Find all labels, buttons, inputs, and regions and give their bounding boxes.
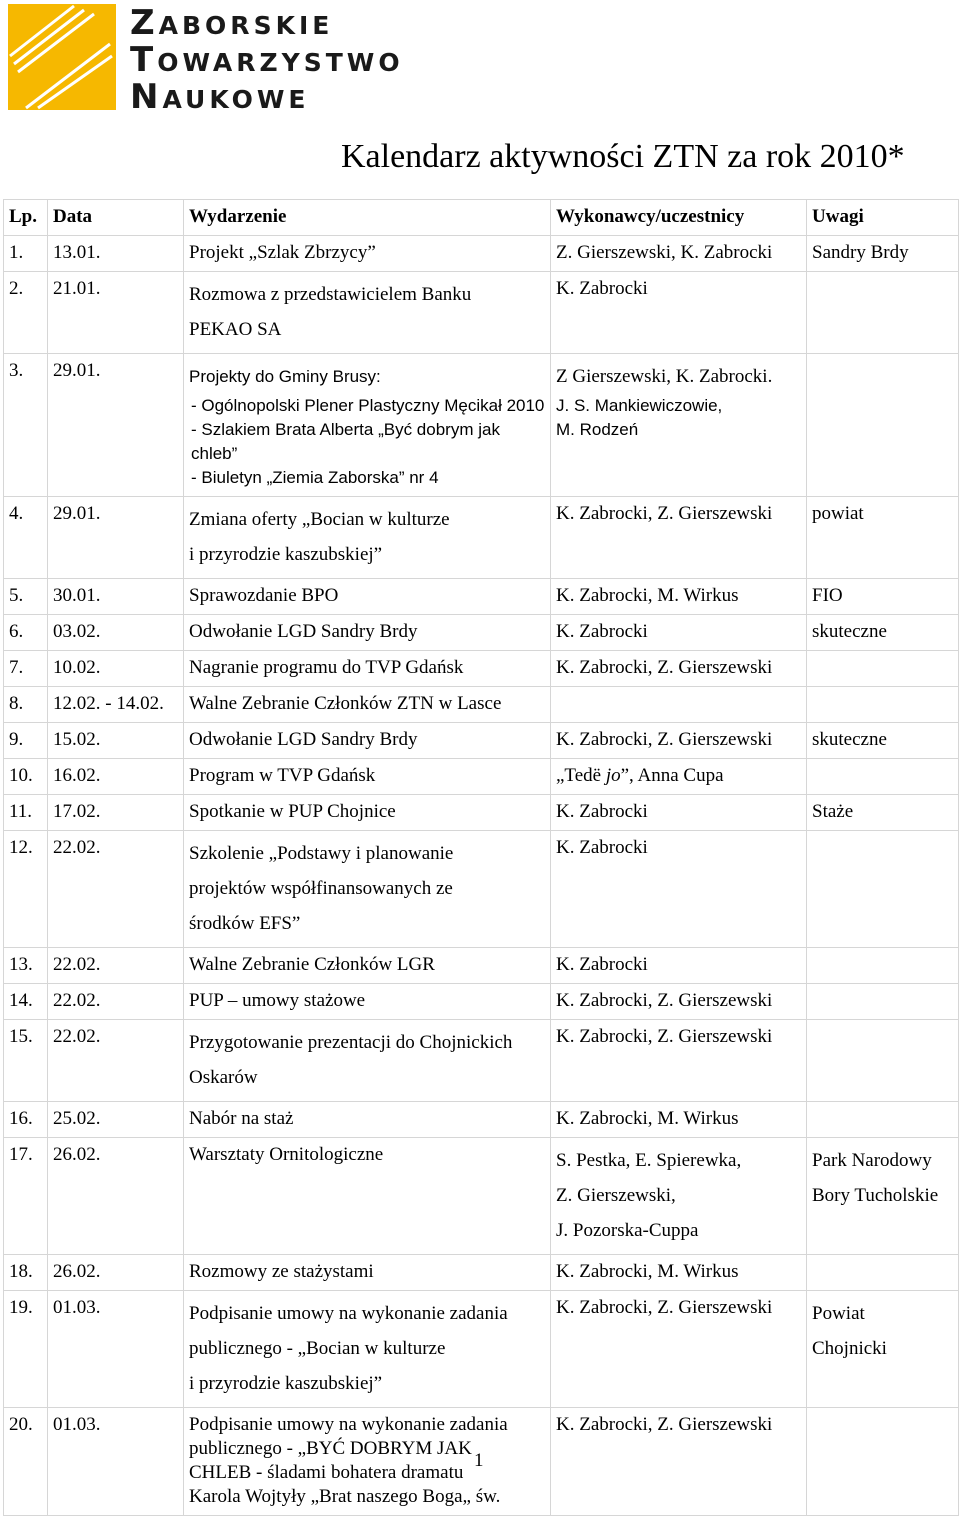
participant-line: M. Rodzeń [556, 420, 639, 439]
table-row [4, 272, 959, 354]
row-number: 9. [4, 723, 48, 759]
row-participants [551, 579, 807, 615]
event-line: Walne Zebranie Członków ZTN w Lasce [189, 693, 502, 714]
row-date: 25.02. [48, 1102, 184, 1138]
participant-line: K. Zabrocki, Z. Gierszewski [556, 503, 773, 524]
row-number: 5. [4, 579, 48, 615]
table-row [4, 579, 959, 615]
row-notes [807, 272, 959, 354]
row-participants [551, 1102, 807, 1138]
row-date: 16.02. [48, 759, 184, 795]
row-event [184, 759, 551, 795]
event-line: - Ogólnopolski Plener Plastyczny Męcikał 2010 [191, 396, 545, 415]
row-number: 2. [4, 272, 48, 354]
row-date: 15.02. [48, 723, 184, 759]
table-row [4, 497, 959, 579]
participant-line: K. Zabrocki [556, 621, 648, 642]
participant-line: K. Zabrocki, Z. Gierszewski [556, 657, 773, 678]
participant-line: K. Zabrocki, Z. Gierszewski [556, 990, 773, 1011]
row-notes [807, 651, 959, 687]
row-participants [551, 1291, 807, 1408]
note-line: skuteczne [812, 729, 887, 750]
header-event: Wydarzenie [184, 200, 551, 236]
row-number: 8. [4, 687, 48, 723]
note-line: Chojnicki [812, 1338, 887, 1359]
row-event [184, 984, 551, 1020]
participant-line: Z Gierszewski, K. Zabrocki. [556, 366, 773, 387]
participant-line: K. Zabrocki, Z. Gierszewski [556, 1026, 773, 1047]
table-row [4, 759, 959, 795]
row-event [184, 579, 551, 615]
row-date: 26.02. [48, 1255, 184, 1291]
table-row [4, 795, 959, 831]
row-number: 18. [4, 1255, 48, 1291]
note-line: powiat [812, 503, 864, 524]
row-notes [807, 1255, 959, 1291]
row-participants [551, 1138, 807, 1255]
row-participants [551, 759, 807, 795]
row-notes [807, 1138, 959, 1255]
event-line: Karola Wojtyły „Brat naszego Boga„ św. [189, 1486, 501, 1507]
event-line: PEKAO SA [189, 319, 282, 340]
row-notes [807, 795, 959, 831]
row-event [184, 831, 551, 948]
row-number: 14. [4, 984, 48, 1020]
row-event [184, 1020, 551, 1102]
row-participants [551, 1255, 807, 1291]
row-number: 1. [4, 236, 48, 272]
row-notes [807, 759, 959, 795]
row-notes [807, 1102, 959, 1138]
event-line: Program w TVP Gdańsk [189, 765, 376, 786]
row-notes [807, 236, 959, 272]
row-number: 19. [4, 1291, 48, 1408]
logo-line-3: NAUKOWE [130, 77, 310, 117]
table-row [4, 1020, 959, 1102]
row-number: 3. [4, 354, 48, 497]
note-line: Park Narodowy [812, 1150, 932, 1171]
event-line: Podpisanie umowy na wykonanie zadania [189, 1303, 508, 1324]
participant-line: Z. Gierszewski, [556, 1185, 676, 1206]
row-participants [551, 795, 807, 831]
header-notes: Uwagi [807, 200, 959, 236]
ztn-logo-icon [8, 4, 116, 110]
row-number: 12. [4, 831, 48, 948]
table-row [4, 1138, 959, 1255]
event-line: Zmiana oferty „Bocian w kulturze [189, 509, 450, 530]
row-notes [807, 687, 959, 723]
header-date: Data [48, 200, 184, 236]
row-event [184, 723, 551, 759]
zaborskie-towarzystwo-naukowe-logo [8, 3, 404, 117]
participant-line: K. Zabrocki [556, 278, 648, 299]
row-date: 26.02. [48, 1138, 184, 1255]
row-date: 22.02. [48, 1020, 184, 1102]
page-title: Kalendarz aktywności ZTN za rok 2010* [341, 138, 905, 175]
logo-line-2: TOWARZYSTWO [130, 40, 404, 80]
row-participants [551, 984, 807, 1020]
row-participants [551, 236, 807, 272]
event-line: Rozmowa z przedstawicielem Banku [189, 284, 472, 305]
row-event [184, 687, 551, 723]
participant-line: J. Pozorska-Cuppa [556, 1220, 699, 1241]
row-notes [807, 723, 959, 759]
participant-line: K. Zabrocki, Z. Gierszewski [556, 1414, 773, 1435]
event-line: Nagranie programu do TVP Gdańsk [189, 657, 464, 678]
row-participants [551, 651, 807, 687]
row-event [184, 1255, 551, 1291]
event-line: publicznego - „BYĆ DOBRYM JAK [189, 1438, 472, 1459]
row-date: 01.03. [48, 1291, 184, 1408]
row-participants [551, 948, 807, 984]
page-number: 1 [474, 1450, 484, 1471]
logo-wordmark [130, 3, 404, 117]
row-date: 10.02. [48, 651, 184, 687]
row-number: 11. [4, 795, 48, 831]
event-line: Warsztaty Ornitologiczne [189, 1144, 384, 1165]
note-line: Staże [812, 801, 854, 822]
row-participants [551, 272, 807, 354]
row-date: 29.01. [48, 497, 184, 579]
table-row [4, 948, 959, 984]
row-number: 15. [4, 1020, 48, 1102]
row-number: 13. [4, 948, 48, 984]
row-date: 22.02. [48, 984, 184, 1020]
participant-line: K. Zabrocki, M. Wirkus [556, 1261, 739, 1282]
event-line: Rozmowy ze stażystami [189, 1261, 374, 1282]
event-line: CHLEB - śladami bohatera dramatu [189, 1462, 464, 1483]
note-line: Sandry Brdy [812, 242, 909, 263]
row-notes [807, 948, 959, 984]
participant-line: Z. Gierszewski, K. Zabrocki [556, 242, 773, 263]
row-notes [807, 1408, 959, 1516]
row-participants [551, 497, 807, 579]
table-row [4, 1291, 959, 1408]
row-event [184, 1138, 551, 1255]
participant-line: K. Zabrocki [556, 801, 648, 822]
row-notes [807, 497, 959, 579]
table-row [4, 687, 959, 723]
row-participants [551, 615, 807, 651]
table-row [4, 354, 959, 497]
table-row [4, 236, 959, 272]
row-date: 13.01. [48, 236, 184, 272]
row-notes [807, 831, 959, 948]
row-date: 03.02. [48, 615, 184, 651]
row-date: 30.01. [48, 579, 184, 615]
event-line: i przyrodzie kaszubskiej” [189, 544, 383, 565]
logo-line-1: ZABORSKIE [130, 3, 334, 43]
event-line: Podpisanie umowy na wykonanie zadania [189, 1414, 508, 1435]
row-event [184, 615, 551, 651]
event-line: Szkolenie „Podstawy i planowanie [189, 843, 454, 864]
table-header-row [4, 200, 959, 236]
event-line: Projekt „Szlak Zbrzycy” [189, 242, 376, 263]
row-event [184, 651, 551, 687]
event-line: Przygotowanie prezentacji do Chojnickich [189, 1032, 513, 1053]
row-date: 22.02. [48, 948, 184, 984]
row-event [184, 1408, 551, 1516]
row-number: 17. [4, 1138, 48, 1255]
row-event [184, 948, 551, 984]
row-date: 22.02. [48, 831, 184, 948]
row-participants [551, 723, 807, 759]
event-line: Odwołanie LGD Sandry Brdy [189, 621, 418, 642]
row-event [184, 795, 551, 831]
table-row [4, 1102, 959, 1138]
participant-line: K. Zabrocki [556, 837, 648, 858]
event-line: Spotkanie w PUP Chojnice [189, 801, 396, 822]
participant-line: S. Pestka, E. Spierewka, [556, 1150, 742, 1171]
event-line: Sprawozdanie BPO [189, 585, 339, 606]
event-line: - Szlakiem Brata Alberta „Być dobrym jak chleb” [191, 420, 500, 463]
event-line: Walne Zebranie Członków LGR [189, 954, 435, 975]
event-line: Nabór na staż [189, 1108, 294, 1129]
row-notes [807, 354, 959, 497]
row-number: 7. [4, 651, 48, 687]
note-line: skuteczne [812, 621, 887, 642]
event-line: Oskarów [189, 1067, 258, 1088]
row-event [184, 236, 551, 272]
row-date: 17.02. [48, 795, 184, 831]
row-date: 01.03. [48, 1408, 184, 1516]
participant-line: K. Zabrocki, M. Wirkus [556, 585, 739, 606]
row-notes [807, 1020, 959, 1102]
row-participants [551, 354, 807, 497]
event-line: PUP – umowy stażowe [189, 990, 366, 1011]
row-participants [551, 1408, 807, 1516]
participant-line: J. S. Mankiewiczowie, [556, 396, 723, 415]
event-line: Projekty do Gminy Brusy: [189, 367, 381, 386]
header-lp: Lp. [4, 200, 48, 236]
row-event [184, 272, 551, 354]
participant-line: K. Zabrocki, M. Wirkus [556, 1108, 739, 1129]
row-date: 12.02. - 14.02. [48, 687, 184, 723]
row-notes [807, 1291, 959, 1408]
row-participants [551, 687, 807, 723]
table-row [4, 831, 959, 948]
row-date: 29.01. [48, 354, 184, 497]
row-participants [551, 1020, 807, 1102]
participant-line: K. Zabrocki, Z. Gierszewski [556, 1297, 773, 1318]
row-event [184, 1291, 551, 1408]
note-line: Powiat [812, 1303, 865, 1324]
row-number: 6. [4, 615, 48, 651]
participant-line: „Tedë jo”, Anna Cupa [556, 765, 724, 786]
header-participants: Wykonawcy/uczestnicy [551, 200, 807, 236]
row-notes [807, 984, 959, 1020]
event-line: środków EFS” [189, 913, 301, 934]
event-line: i przyrodzie kaszubskiej” [189, 1373, 383, 1394]
table-row [4, 984, 959, 1020]
row-notes [807, 615, 959, 651]
row-number: 4. [4, 497, 48, 579]
row-event [184, 497, 551, 579]
table-row [4, 615, 959, 651]
note-line: Bory Tucholskie [812, 1185, 939, 1206]
activity-calendar-table [3, 199, 959, 1516]
row-date: 21.01. [48, 272, 184, 354]
row-number: 16. [4, 1102, 48, 1138]
row-notes [807, 579, 959, 615]
row-event [184, 1102, 551, 1138]
event-line: Odwołanie LGD Sandry Brdy [189, 729, 418, 750]
table-row [4, 651, 959, 687]
row-number: 10. [4, 759, 48, 795]
table-row [4, 723, 959, 759]
row-participants [551, 831, 807, 948]
row-event [184, 354, 551, 497]
event-line: projektów współfinansowanych ze [189, 878, 453, 899]
participant-line: K. Zabrocki, Z. Gierszewski [556, 729, 773, 750]
row-number: 20. [4, 1408, 48, 1516]
note-line: FIO [812, 585, 843, 606]
event-line: publicznego - „Bocian w kulturze [189, 1338, 446, 1359]
table-row [4, 1255, 959, 1291]
event-line: - Biuletyn „Ziemia Zaborska” nr 4 [191, 468, 439, 487]
participant-line: K. Zabrocki [556, 954, 648, 975]
